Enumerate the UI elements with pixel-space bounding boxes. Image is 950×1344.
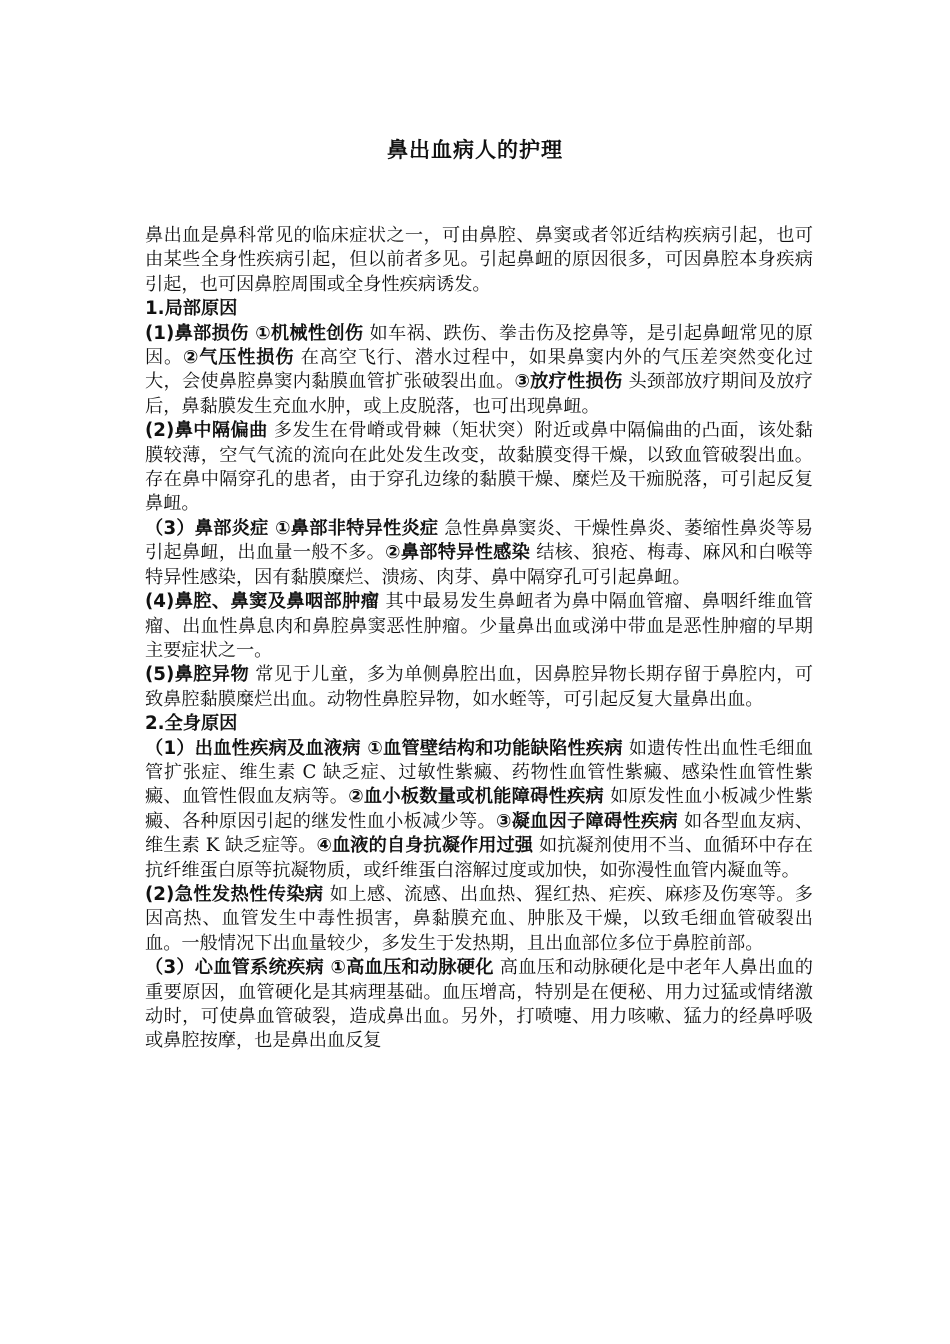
bold-term: ②气压性损伤 <box>183 347 295 369</box>
paragraph-cardiovascular <box>145 956 813 1054</box>
paragraph-febrile-disease <box>145 883 813 956</box>
bold-term: (4)鼻腔、鼻窦及鼻咽部肿瘤 <box>145 591 380 613</box>
paragraph-tumor <box>145 590 813 663</box>
paragraph-text: 常见于儿童，多为单侧鼻腔出血，因鼻腔异物长期存留于鼻腔内，可致鼻腔黏膜糜烂出血。动物性鼻腔异物，如水蛭等，可引起反复大量鼻出血。 <box>145 664 813 710</box>
paragraph-text: 在高空飞行、潜水过程中，如果鼻窦内外的气压差突然变化过大，会使鼻腔鼻窦内黏膜血管扩张破裂出血。 <box>145 347 813 393</box>
paragraph-text: 结核、狼疮、梅毒、麻风和白喉等特异性感染，因有黏膜糜烂、溃疡、肉芽、鼻中隔穿孔可引起鼻衄。 <box>145 542 813 588</box>
bold-term: （3）心血管系统疾病 ①高血压和动脉硬化 <box>145 957 494 979</box>
bold-term: ④血液的自身抗凝作用过强 <box>316 835 534 857</box>
paragraph-text: 其中最易发生鼻衄者为鼻中隔血管瘤、鼻咽纤维血管瘤、出血性鼻息肉和鼻腔鼻窦恶性肿瘤。少量鼻出血或涕中带血是恶性肿瘤的早期主要症状之一。 <box>145 591 813 661</box>
bold-term: (2)急性发热性传染病 <box>145 883 324 905</box>
paragraph-nasal-inflammation <box>145 517 813 590</box>
bold-term: ②血小板数量或机能障碍性疾病 <box>348 786 604 808</box>
paragraph-text: 高血压和动脉硬化是中老年人鼻出血的重要原因，血管硬化是其病理基础。血压增高，特别是在便秘、用力过猛或情绪激动时，可使鼻血管破裂，造成鼻出血。另外，打喷嚏、用力咳嗽、猛力的经鼻呼吸或鼻腔按摩，也是鼻出血反复 <box>145 957 813 1052</box>
paragraph-text: 如上感、流感、出血热、猩红热、疟疾、麻疹及伤寒等。多因高热、血管发生中毒性损害，鼻黏膜充血、肿胀及干燥，以致毛细血管破裂出血。一般情况下出血量较少，多发生于发热期，且出血部位多位于鼻腔前部。 <box>145 883 813 954</box>
paragraph-blood-disease <box>145 737 813 883</box>
paragraph-septum-deviation <box>145 419 813 517</box>
bold-term: (1)鼻部损伤 ①机械性创伤 <box>145 322 364 344</box>
paragraph-text: 多发生在骨嵴或骨棘（矩状突）附近或鼻中隔偏曲的凸面，该处黏膜较薄，空气气流的流向在此处发生改变，故黏膜变得干燥，以致血管破裂出血。存在鼻中隔穿孔的患者，由于穿孔边缘的黏膜干燥、糜烂及干痂脱落，可引起反复鼻衄。 <box>145 420 813 515</box>
paragraph-text: 如原发性血小板减少性紫癜、各种原因引起的继发性血小板减少等。 <box>145 786 813 832</box>
bold-term: （1）出血性疾病及血液病 ①血管壁结构和功能缺陷性疾病 <box>145 737 623 759</box>
bold-term: ②鼻部特异性感染 <box>385 542 531 564</box>
bold-term: ③凝血因子障碍性疾病 <box>495 810 678 832</box>
bold-term: (2)鼻中隔偏曲 <box>145 420 268 442</box>
page-title: 鼻出血病人的护理 <box>387 138 563 162</box>
intro-paragraph: 鼻出血是鼻科常见的临床症状之一，可由鼻腔、鼻窦或者邻近结构疾病引起，也可由某些全身性疾病引起，但以前者多见。引起鼻衄的原因很多，可因鼻腔本身疾病引起，也可因鼻腔周围或全身性疾病诱发。 <box>145 225 813 295</box>
paragraph-text: 如遗传性出血性毛细血管扩张症、维生素 C 缺乏症、过敏性紫癜、药物性血管性紫癜、感染性血管性紫癜、血管性假血友病等。 <box>145 737 813 808</box>
document-body <box>145 224 813 1054</box>
paragraph-text: 头颈部放疗期间及放疗后，鼻黏膜发生充血水肿，或上皮脱落，也可出现鼻衄。 <box>145 371 813 417</box>
paragraph-foreign-body <box>145 663 813 712</box>
paragraph-text: 急性鼻鼻窦炎、干燥性鼻炎、萎缩性鼻炎等易引起鼻衄，出血量一般不多。 <box>145 517 813 564</box>
paragraph-text: 如抗凝剂使用不当、血循环中存在抗纤维蛋白原等抗凝物质，或纤维蛋白溶解过度或加快，如弥漫性血管内凝血等。 <box>145 835 813 881</box>
bold-term: ③放疗性损伤 <box>514 371 623 393</box>
bold-term: （3）鼻部炎症 ①鼻部非特异性炎症 <box>145 517 439 539</box>
bold-term: (5)鼻腔异物 <box>145 664 250 686</box>
section-heading-local: 1.局部原因 <box>145 298 238 320</box>
paragraph-text: 如车祸、跌伤、拳击伤及挖鼻等，是引起鼻衄常见的原因。 <box>145 322 813 369</box>
section-heading-systemic: 2.全身原因 <box>145 713 238 735</box>
paragraph-nasal-injury <box>145 322 813 420</box>
paragraph-text: 如各型血友病、维生素 K 缺乏症等。 <box>145 810 813 857</box>
